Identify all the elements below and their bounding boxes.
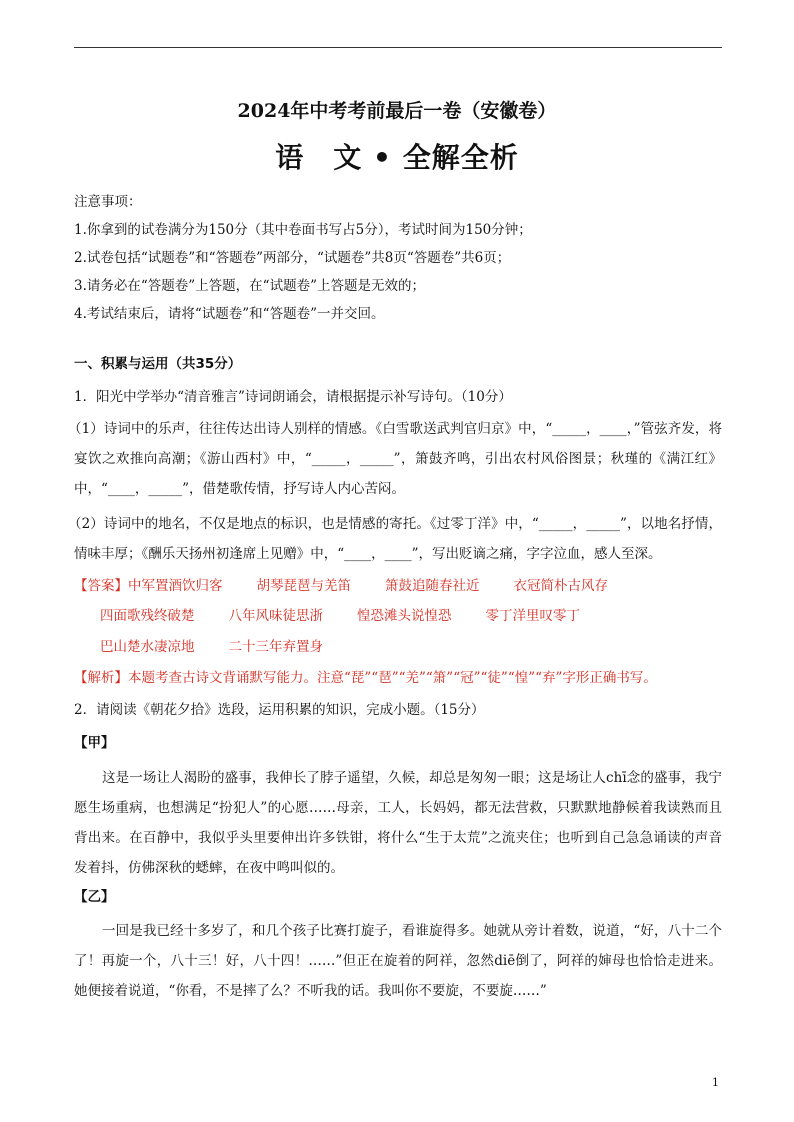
passage-jia-label: 【甲】 [74,735,115,751]
answer-item: 中军置酒饮归客 [128,578,223,594]
notice-item: 3.请务必在“答题卷”上答题，在“试题卷”上答题是无效的； [74,278,425,294]
answer-row [100,638,750,656]
question-1-part-1: （1）诗词中的乐声，往往传达出诗人别样的情感。《白雪歌送武判官归京》中，“_____，____，”管弦齐发，将宴饮之欢推向高潮；《游山西村》中，“_____，_____”，箫鼓齐鸣，引出农村风俗图景；秋瑾的《满江红》中，“____，_____”，借楚歌传情，抒写诗人内心苦闷。 [68,421,722,497]
answer-block [74,577,724,595]
answer-item: 巴山楚水凄凉地 [100,639,195,655]
analysis-block [74,669,724,687]
answer-item: 四面歌残终破楚 [100,608,195,624]
answer-row [100,607,750,625]
page-number: 1 [712,1076,719,1089]
answer-item: 八年风味徒思浙 [228,608,323,624]
answer-item: 箫鼓追随春社近 [385,578,480,594]
answer-item: 衣冠简朴古风存 [513,578,608,594]
answer-item: 胡琴琵琶与羌笛 [256,578,351,594]
exam-subtitle: 语 文 • 全解全析 [275,141,519,174]
analysis-label: 【解析】 [74,670,128,686]
section-heading: 一、积累与运用（共35分） [74,356,242,372]
question-1-part-2: （2）诗词中的地名，不仅是地点的标识，也是情感的寄托。《过零丁洋》中，“_____，_____”，以地名抒情，情味丰厚；《酬乐天扬州初逢席上见赠》中，“____，____”，写出贬谪之痛，字字泣血，感人至深。 [68,516,722,562]
notice-item: 4.考试结束后，请将“试题卷”和“答题卷”一并交回。 [74,306,385,322]
answer-label: 【答案】 [74,578,128,594]
notice-item: 1.你拿到的试卷满分为150分（其中卷面书写占5分），考试时间为150分钟； [74,222,532,238]
notice-item: 2.试卷包括“试题卷”和“答题卷”两部分，“试题卷”共8页“答题卷”共6页； [74,250,511,266]
answer-item: 零丁洋里叹零丁 [485,608,580,624]
answer-item: 二十三年弃置身 [228,639,323,655]
question-2-stem: 2．请阅读《朝花夕拾》选段，运用积累的知识，完成小题。（15分） [74,702,485,718]
exam-title: 2024年中考考前最后一卷（安徽卷） [237,100,557,122]
answer-item: 惶恐滩头说惶恐 [357,608,452,624]
notice-heading: 注意事项： [74,194,142,210]
answer-row [128,578,642,594]
passage-yi-label: 【乙】 [74,889,115,905]
header-rule [74,47,722,48]
passage-yi-text: 一回是我已经十多岁了，和几个孩子比赛打旋子，看谁旋得多。她就从旁计着数，说道，“好，八十二个了！再旋一个，八十三！好，八十四！……”但正在旋着的阿祥，忽然diē倒了，阿祥的婶母也恰恰走进来。她便接着说道，“你看，不是摔了么？不听我的话。我叫你不要旋，不要旋……” [74,923,722,999]
analysis-text: 本题考查古诗文背诵默写能力。注意“琵”“琶”“羌”“箫”“冠”“徒”“惶”“弃”字形正确书写。 [128,670,657,686]
passage-jia-text: 这是一场让人渴盼的盛事，我伸长了脖子遥望，久候，却总是匆匆一眼；这是场让人chī念的盛事，我宁愿生场重病，也想满足“扮犯人”的心愿……母亲，工人，长妈妈，都无法营救，只默默地静候着我读熟而且背出来。在百静中，我似乎头里要伸出许多铁钳，将什么“生于太荒”之流夹住；也听到自己急急诵读的声音发着抖，仿佛深秋的蟋蟀，在夜中鸣叫似的。 [74,770,722,876]
question-1-stem: 1．阳光中学举办“清音雅言”诗词朗诵会，请根据提示补写诗句。（10分） [74,389,512,405]
